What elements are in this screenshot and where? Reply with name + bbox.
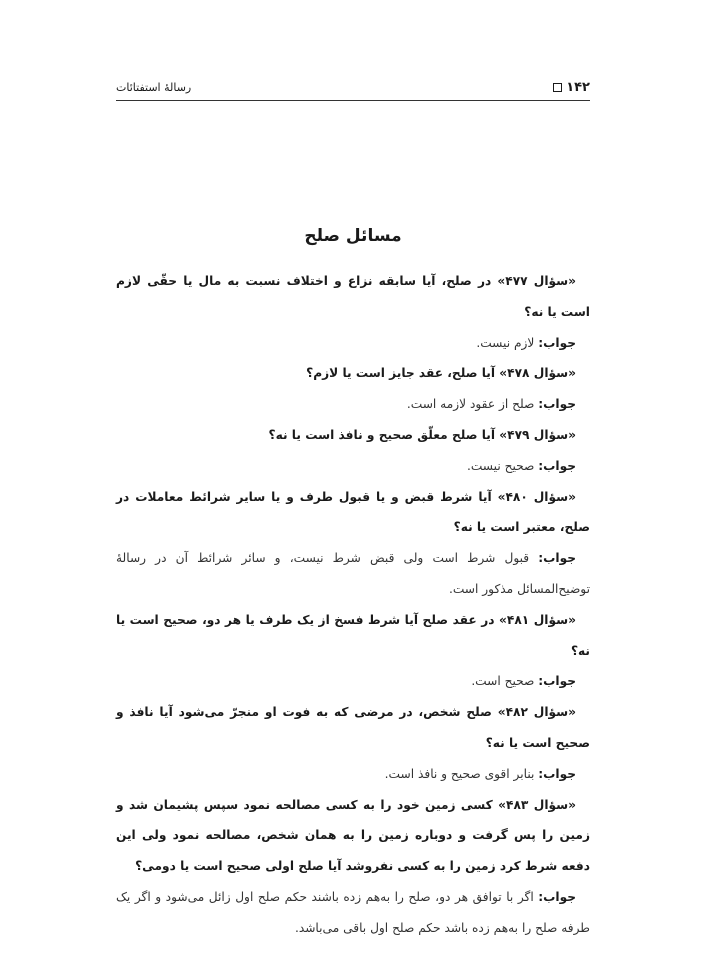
running-title: رسالهٔ استفتائات	[116, 81, 192, 94]
section-heading: مسائل صلح	[304, 226, 402, 246]
answer-479	[116, 451, 590, 482]
answer-text: صحیح نیست.	[466, 458, 535, 473]
answer-477	[116, 328, 590, 359]
page-number-block	[553, 80, 590, 95]
question-479: «سؤال ۴۷۹» آیا صلح معلّق صحیح و نافذ است یا نه؟	[268, 427, 576, 442]
question-478: «سؤال ۴۷۸» آیا صلح، عقد جایز است یا لازم؟	[306, 366, 576, 381]
answer-481	[116, 666, 590, 697]
header-divider	[116, 100, 590, 101]
question-477: «سؤال ۴۷۷» در صلح، آیا سابقه نزاع و اختلاف نسبت به مال یا حقّی لازم است یا نه؟	[116, 274, 590, 319]
answer-text: اگر با توافق هر دو، صلح را به‌هم زده باشند حکم صلح اول زائل می‌شود و اگر یک طرفه صلح را به‌هم زده باشد حکم صلح اول باقی می‌باشد.	[116, 889, 590, 935]
answer-478	[116, 389, 590, 420]
answer-label: جواب:	[538, 551, 577, 566]
answer-label: جواب:	[538, 397, 576, 412]
qa-list	[116, 266, 590, 944]
answer-text: بنابر اقوی صحیح و نافذ است.	[384, 766, 535, 781]
answer-label: جواب:	[538, 458, 576, 473]
answer-label: جواب:	[538, 766, 576, 781]
answer-label: جواب:	[538, 889, 576, 904]
page-number: ۱۴۲	[566, 80, 590, 95]
question-482: «سؤال ۴۸۲» صلح شخص، در مرضی که به فوت او منجرّ می‌شود آیا نافذ و صحیح است یا نه؟	[116, 705, 590, 750]
answer-label: جواب:	[538, 335, 576, 350]
answer-text: صحیح است.	[471, 674, 535, 689]
answer-482	[116, 759, 590, 790]
square-bullet-icon	[553, 83, 562, 92]
question-480: «سؤال ۴۸۰» آیا شرط قبض و یا قبول طرف و یا سایر شرائط معاملات در صلح، معتبر است یا نه؟	[116, 489, 590, 535]
page-header	[116, 78, 590, 100]
answer-480	[116, 543, 590, 605]
answer-text: لازم نیست.	[476, 335, 535, 350]
answer-483	[116, 882, 590, 944]
question-481: «سؤال ۴۸۱» در عقد صلح آیا شرط فسخ از یک طرف یا هر دو، صحیح است یا نه؟	[116, 612, 590, 658]
answer-text: صلح از عقود لازمه است.	[406, 397, 535, 412]
question-483: «سؤال ۴۸۳» کسی زمین خود را به کسی مصالحه نمود سپس پشیمان شد و زمین را پس گرفت و دوباره زمین را به همان شخص، مصالحه نمود ولی این دفعه شرط کرد زمین را به کسی نفروشد آیا صلح اولی صحیح است یا دومی؟	[116, 797, 590, 874]
answer-text: قبول شرط است ولی قبض شرط نیست، و سائر شرائط آن در رسالهٔ توضیح‌المسائل مذکور است.	[116, 551, 590, 596]
answer-label: جواب:	[538, 674, 576, 689]
